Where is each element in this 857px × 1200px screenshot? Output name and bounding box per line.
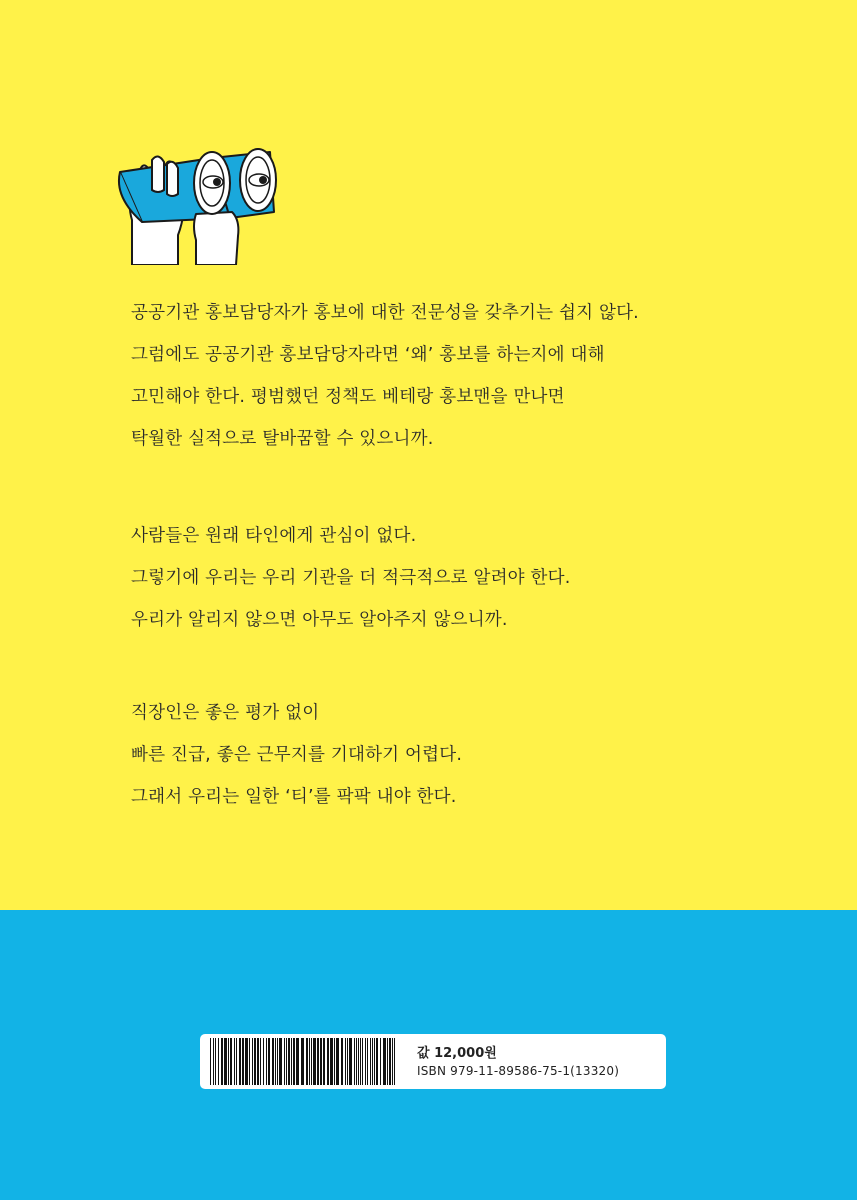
- barcode-label: [200, 1034, 666, 1089]
- text-line: 공공기관 홍보담당자가 홍보에 대한 전문성을 갖추기는 쉽지 않다.: [131, 303, 639, 323]
- price-text: 값 12,000원: [417, 1046, 497, 1061]
- text-line: 우리가 알리지 않으면 아무도 알아주지 않으니까.: [131, 610, 508, 630]
- text-line: 고민해야 한다. 평범했던 정책도 베테랑 홍보맨을 만나면: [131, 387, 565, 407]
- text-line: 직장인은 좋은 평가 없이: [131, 703, 320, 723]
- text-line: 그럼에도 공공기관 홍보담당자라면 ‘왜’ 홍보를 하는지에 대해: [131, 345, 605, 365]
- text-line: 사람들은 원래 타인에게 관심이 없다.: [131, 526, 417, 546]
- text-line: 탁월한 실적으로 탈바꿈할 수 있으니까.: [131, 429, 434, 449]
- barcode-icon: [208, 1038, 400, 1085]
- text-line: 그렇기에 우리는 우리 기관을 더 적극적으로 알려야 한다.: [131, 568, 571, 588]
- binoculars-icon: [112, 140, 282, 265]
- text-line: 그래서 우리는 일한 ‘티’를 팍팍 내야 한다.: [131, 787, 457, 807]
- text-line: 빠른 진급, 좋은 근무지를 기대하기 어렵다.: [131, 745, 463, 765]
- paragraph-1: [131, 292, 639, 460]
- paragraph-3: [131, 692, 462, 818]
- paragraph-2: [131, 515, 571, 641]
- isbn-text: ISBN 979-11-89586-75-1(13320): [417, 1064, 620, 1078]
